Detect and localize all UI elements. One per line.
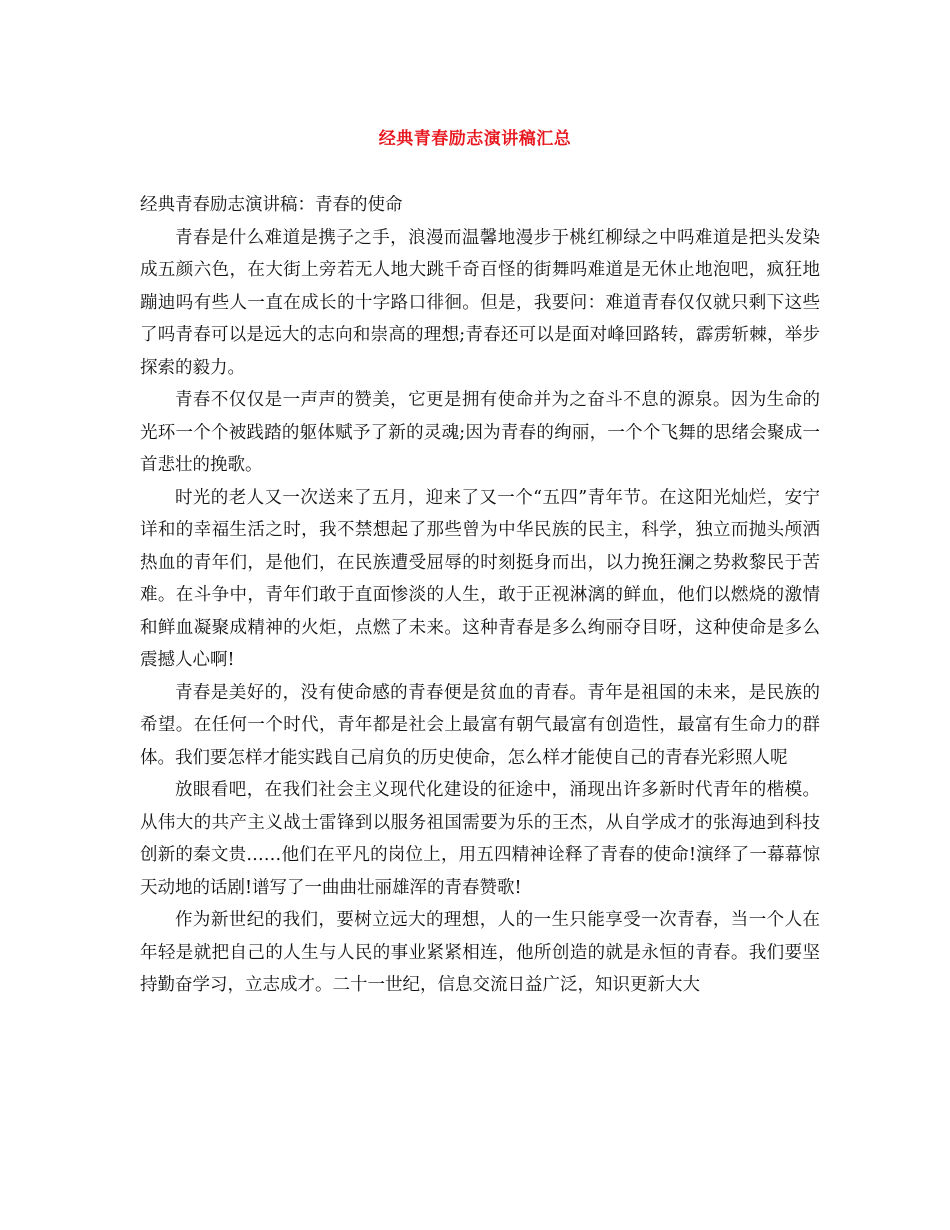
document-title: 经典青春励志演讲稿汇总 <box>378 129 572 149</box>
paragraph: 作为新世纪的我们，要树立远大的理想，人的一生只能享受一次青春，当一个人在年轻是就把自己的人生与人民的事业紧紧相连，他所创造的就是永恒的青春。我们要坚持勤奋学习，立志成才。二十一世纪，信息交流日益广泛，知识更新大大 <box>140 910 820 995</box>
document-subtitle: 经典青春励志演讲稿：青春的使命 <box>140 195 403 215</box>
paragraph: 放眼看吧，在我们社会主义现代化建设的征途中，涌现出许多新时代青年的楷模。从伟大的共产主义战士雷锋到以服务祖国需要为乐的王杰，从自学成才的张海迪到科技创新的秦文贵……他们在平凡的岗位上，用五四精神诠释了青春的使命!演绎了一幕幕惊天动地的话剧!谱写了一曲曲壮丽雄浑的青春赞歌! <box>140 780 820 898</box>
paragraph: 青春是什么难道是携子之手，浪漫而温馨地漫步于桃红柳绿之中吗难道是把头发染成五颜六色，在大街上旁若无人地大跳千奇百怪的街舞吗难道是无休止地泡吧，疯狂地蹦迪吗有些人一直在成长的十字路口徘徊。但是，我要问：难道青春仅仅就只剩下这些了吗青春可以是远大的志向和崇高的理想;青春还可以是面对峰回路转，霹雳斩棘，举步探索的毅力。 <box>140 227 820 378</box>
document-body <box>140 189 820 1002</box>
paragraph: 青春是美好的，没有使命感的青春便是贫血的青春。青年是祖国的未来，是民族的希望。在任何一个时代，青年都是社会上最富有朝气最富有创造性，最富有生命力的群体。我们要怎样才能实践自己肩负的历史使命，怎么样才能使自己的青春光彩照人呢 <box>140 682 820 768</box>
paragraph: 青春不仅仅是一声声的赞美，它更是拥有使命并为之奋斗不息的源泉。因为生命的光环一个个被践踏的躯体赋予了新的灵魂;因为青春的绚丽，一个个飞舞的思绪会聚成一首悲壮的挽歌。 <box>140 390 820 475</box>
paragraph: 时光的老人又一次送来了五月，迎来了又一个“五四”青年节。在这阳光灿烂，安宁详和的幸福生活之时，我不禁想起了那些曾为中华民族的民主，科学，独立而抛头颅洒热血的青年们，是他们，在民族遭受屈辱的时刻挺身而出，以力挽狂澜之势救黎民于苦难。在斗争中，青年们敢于直面惨淡的人生，敢于正视淋漓的鲜血，他们以燃烧的激情和鲜血凝聚成精神的火炬，点燃了未来。这种青春是多么绚丽夺目呀，这种使命是多么震撼人心啊! <box>140 487 820 670</box>
